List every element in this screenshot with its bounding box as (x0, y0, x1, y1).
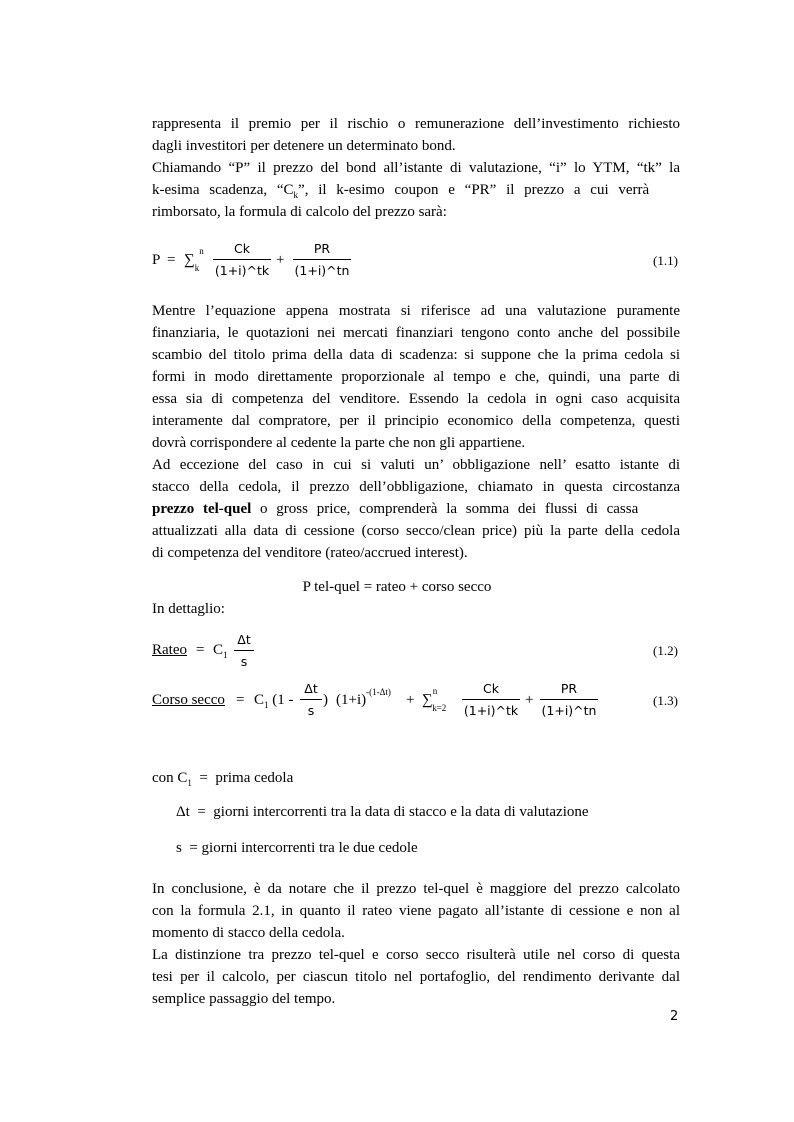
text-line: tesi per il calcolo, per ciascun titolo nel portafoglio, del rendimento derivante dal (152, 969, 680, 985)
text-line: Mentre l’equazione appena mostrata si riferisce ad una valutazione puramente (152, 303, 680, 319)
text-line: momento di stacco della cedola. (152, 925, 345, 941)
text-line: di competenza del venditore (rateo/accrued interest). (152, 545, 468, 561)
text-line: k-esima scadenza, “$C_k$”, il k-esimo coupon e “PR” il prezzo a cui verrà (152, 182, 650, 200)
paragraph-intro (152, 113, 680, 223)
text-line: Ad eccezione del caso in cui si valuti un’ obbligazione nell’ esatto istante di (152, 457, 680, 473)
equation-number: (1.2) (653, 643, 678, 658)
eq-equals: = (196, 642, 205, 658)
sum-symbol: ∑$^n_{k=2}$ (422, 686, 447, 713)
eq-plus: + (276, 252, 285, 268)
text-line: essa sia di competenza del venditore. Essendo la cedola in ogni caso acquisita (152, 391, 680, 407)
eq-lhs: P (152, 252, 161, 268)
equation-number: (1.1) (653, 253, 678, 268)
text-line: interamente dal compratore, per il principio economico della competenza, questi (152, 413, 680, 429)
paragraph-tel-quel (152, 300, 680, 564)
text-line: con la formula 2.1, in quanto il rateo viene pagato all’istante di cessione e non al (152, 903, 680, 919)
sum-symbol: $\sum_k^n$ (184, 246, 204, 273)
bold-term: prezzo tel-quel (152, 501, 252, 517)
eq-plus: + (525, 692, 534, 708)
definition-c1: con $C_1$ = prima cedola (152, 770, 294, 788)
text-line: rappresenta il premio per il rischio o remunerazione dell’investimento richiesto (152, 116, 680, 132)
fraction-dt-s: Δt s (300, 681, 322, 719)
fraction-dt-s: Δt s (234, 632, 254, 670)
eq-equals: = (236, 692, 245, 708)
discount-term: $(1+i)^{-(1-\Delta t)}$ (336, 687, 391, 708)
definition-dt: Δt = giorni intercorrenti tra la data di stacco e la data di valutazione (176, 804, 589, 820)
text-line: La distinzione tra prezzo tel-quel e corso secco risulterà utile nel corso di questa (152, 947, 680, 963)
text-line: scambio del titolo prima della data di scadenza: si suppone che la prima cedola si (152, 347, 680, 363)
corso-secco-label: Corso secco (152, 692, 225, 708)
page-number: 2 (670, 1009, 679, 1024)
definition-s: s = giorni intercorrenti tra le due cedole (176, 840, 418, 856)
equation-number: (1.3) (653, 693, 678, 708)
text-line: dovrà corrispondere al cedente la parte che non gli appartiene. (152, 435, 526, 451)
text-line: finanziaria, le quotazioni nei mercati finanziari tengono conto anche del possibile (152, 325, 680, 341)
fraction-ck: Ck (1+i)^tk (463, 681, 519, 718)
text-line: semplice passaggio del tempo. (152, 991, 336, 1007)
fraction-ck: Ck (1+i)^tk (214, 241, 270, 278)
text-line: stacco della cedola, il prezzo dell’obbligazione, chiamato in questa circostanza (152, 479, 680, 495)
c1-symbol: $C_1$ (1 - (254, 692, 294, 710)
c1-symbol: $C_1$ (213, 642, 228, 660)
text-line: dagli investitori per detenere un determinato bond. (152, 138, 456, 154)
text-line: formi in modo direttamente proporzionale al tempo e che, quindi, una parte di (152, 369, 680, 385)
rateo-label: Rateo (152, 642, 187, 658)
eq-plus: + (406, 692, 415, 708)
text-line: attualizzati alla data di cessione (corso secco/clean price) più la parte della cedola (152, 523, 680, 539)
fraction-pr: PR (1+i)^tn (294, 241, 350, 278)
close-paren: ) (323, 692, 328, 708)
text-line: rimborsato, la formula di calcolo del prezzo sarà: (152, 204, 447, 220)
paragraph-conclusion (152, 878, 680, 1010)
centered-formula: P tel-quel = rateo + corso secco (302, 579, 492, 595)
text-line: In conclusione, è da notare che il prezzo tel-quel è maggiore del prezzo calcolato (152, 881, 680, 897)
in-dettaglio: In dettaglio: (152, 601, 225, 617)
fraction-pr: PR (1+i)^tn (541, 681, 597, 718)
text-line: prezzo tel-quel o gross price, comprenderà la somma dei flussi di cassa (152, 501, 639, 517)
text-line: Chiamando “P” il prezzo del bond all’istante di valutazione, “i” lo YTM, “tk” la (152, 160, 680, 176)
eq-equals: = (167, 252, 176, 268)
